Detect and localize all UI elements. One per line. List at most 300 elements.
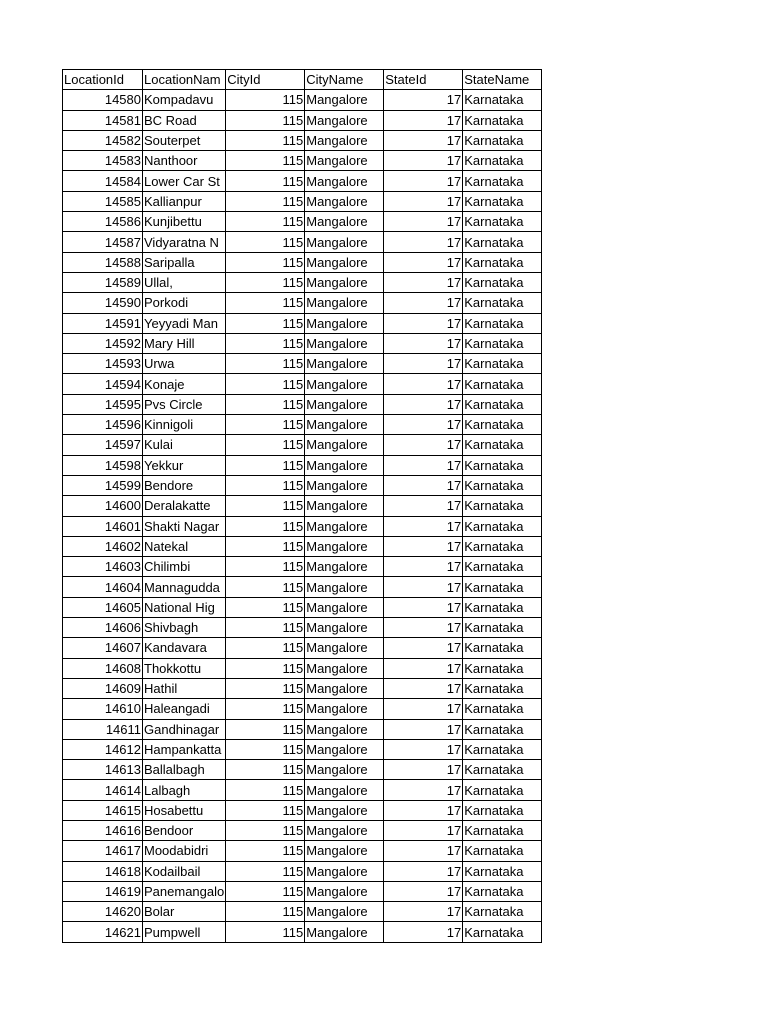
city-id-cell: 115 bbox=[226, 516, 305, 536]
table-row bbox=[63, 130, 542, 150]
state-name-cell: Karnataka bbox=[463, 232, 542, 252]
state-id-cell: 17 bbox=[384, 861, 463, 881]
city-name-cell: Mangalore bbox=[305, 354, 384, 374]
state-id-cell: 17 bbox=[384, 638, 463, 658]
location-id-cell: 14585 bbox=[63, 191, 143, 211]
state-id-cell: 17 bbox=[384, 90, 463, 110]
city-name-cell: Mangalore bbox=[305, 212, 384, 232]
table-row bbox=[63, 455, 542, 475]
city-name-cell: Mangalore bbox=[305, 272, 384, 292]
table-row bbox=[63, 760, 542, 780]
city-id-cell: 115 bbox=[226, 252, 305, 272]
city-name-cell: Mangalore bbox=[305, 110, 384, 130]
city-name-cell: Mangalore bbox=[305, 415, 384, 435]
state-name-cell: Karnataka bbox=[463, 293, 542, 313]
city-id-cell: 115 bbox=[226, 557, 305, 577]
state-name-cell: Karnataka bbox=[463, 800, 542, 820]
location-name-cell: Kandavara bbox=[143, 638, 226, 658]
table-body bbox=[63, 90, 542, 942]
state-name-cell: Karnataka bbox=[463, 841, 542, 861]
location-name-cell: Shivbagh bbox=[143, 618, 226, 638]
state-id-cell: 17 bbox=[384, 902, 463, 922]
location-id-cell: 14606 bbox=[63, 618, 143, 638]
location-id-cell: 14580 bbox=[63, 90, 143, 110]
table-row bbox=[63, 638, 542, 658]
header-city-id: CityId bbox=[226, 70, 305, 90]
location-id-cell: 14582 bbox=[63, 130, 143, 150]
city-name-cell: Mangalore bbox=[305, 922, 384, 942]
city-id-cell: 115 bbox=[226, 90, 305, 110]
table-row bbox=[63, 881, 542, 901]
location-name-cell: Kodailbail bbox=[143, 861, 226, 881]
city-id-cell: 115 bbox=[226, 536, 305, 556]
state-name-cell: Karnataka bbox=[463, 191, 542, 211]
table-row bbox=[63, 841, 542, 861]
city-name-cell: Mangalore bbox=[305, 658, 384, 678]
state-name-cell: Karnataka bbox=[463, 374, 542, 394]
state-id-cell: 17 bbox=[384, 678, 463, 698]
location-name-cell: Konaje bbox=[143, 374, 226, 394]
state-id-cell: 17 bbox=[384, 820, 463, 840]
city-name-cell: Mangalore bbox=[305, 800, 384, 820]
state-name-cell: Karnataka bbox=[463, 618, 542, 638]
location-id-cell: 14581 bbox=[63, 110, 143, 130]
location-id-cell: 14589 bbox=[63, 272, 143, 292]
state-name-cell: Karnataka bbox=[463, 922, 542, 942]
location-name-cell: Saripalla bbox=[143, 252, 226, 272]
location-name-cell: Hampankatta bbox=[143, 739, 226, 759]
table-row bbox=[63, 232, 542, 252]
table-row bbox=[63, 861, 542, 881]
table-row bbox=[63, 922, 542, 942]
city-id-cell: 115 bbox=[226, 699, 305, 719]
table-row bbox=[63, 171, 542, 191]
location-id-cell: 14593 bbox=[63, 354, 143, 374]
table-row bbox=[63, 536, 542, 556]
state-name-cell: Karnataka bbox=[463, 90, 542, 110]
city-name-cell: Mangalore bbox=[305, 516, 384, 536]
table-row bbox=[63, 435, 542, 455]
state-id-cell: 17 bbox=[384, 739, 463, 759]
location-id-cell: 14615 bbox=[63, 800, 143, 820]
city-id-cell: 115 bbox=[226, 435, 305, 455]
city-name-cell: Mangalore bbox=[305, 496, 384, 516]
city-name-cell: Mangalore bbox=[305, 638, 384, 658]
city-id-cell: 115 bbox=[226, 881, 305, 901]
location-id-cell: 14616 bbox=[63, 820, 143, 840]
state-id-cell: 17 bbox=[384, 800, 463, 820]
city-name-cell: Mangalore bbox=[305, 130, 384, 150]
state-name-cell: Karnataka bbox=[463, 333, 542, 353]
table-row bbox=[63, 90, 542, 110]
state-id-cell: 17 bbox=[384, 699, 463, 719]
location-name-cell: Lower Car St bbox=[143, 171, 226, 191]
state-name-cell: Karnataka bbox=[463, 699, 542, 719]
header-row bbox=[63, 70, 542, 90]
city-name-cell: Mangalore bbox=[305, 861, 384, 881]
table-row bbox=[63, 293, 542, 313]
table-row bbox=[63, 496, 542, 516]
state-id-cell: 17 bbox=[384, 191, 463, 211]
city-id-cell: 115 bbox=[226, 394, 305, 414]
location-id-cell: 14596 bbox=[63, 415, 143, 435]
state-id-cell: 17 bbox=[384, 597, 463, 617]
table-row bbox=[63, 902, 542, 922]
state-id-cell: 17 bbox=[384, 455, 463, 475]
state-name-cell: Karnataka bbox=[463, 638, 542, 658]
location-id-cell: 14599 bbox=[63, 475, 143, 495]
table-row bbox=[63, 618, 542, 638]
state-name-cell: Karnataka bbox=[463, 760, 542, 780]
state-id-cell: 17 bbox=[384, 881, 463, 901]
location-id-cell: 14597 bbox=[63, 435, 143, 455]
state-id-cell: 17 bbox=[384, 374, 463, 394]
city-id-cell: 115 bbox=[226, 638, 305, 658]
city-name-cell: Mangalore bbox=[305, 455, 384, 475]
city-id-cell: 115 bbox=[226, 902, 305, 922]
location-name-cell: Chilimbi bbox=[143, 557, 226, 577]
state-name-cell: Karnataka bbox=[463, 536, 542, 556]
city-id-cell: 115 bbox=[226, 212, 305, 232]
state-id-cell: 17 bbox=[384, 435, 463, 455]
location-name-cell: National Hig bbox=[143, 597, 226, 617]
table-row bbox=[63, 699, 542, 719]
city-name-cell: Mangalore bbox=[305, 902, 384, 922]
state-id-cell: 17 bbox=[384, 110, 463, 130]
city-name-cell: Mangalore bbox=[305, 760, 384, 780]
city-name-cell: Mangalore bbox=[305, 597, 384, 617]
state-id-cell: 17 bbox=[384, 841, 463, 861]
state-name-cell: Karnataka bbox=[463, 557, 542, 577]
location-id-cell: 14586 bbox=[63, 212, 143, 232]
location-id-cell: 14595 bbox=[63, 394, 143, 414]
state-id-cell: 17 bbox=[384, 536, 463, 556]
location-name-cell: Hosabettu bbox=[143, 800, 226, 820]
city-id-cell: 115 bbox=[226, 333, 305, 353]
state-name-cell: Karnataka bbox=[463, 415, 542, 435]
state-id-cell: 17 bbox=[384, 719, 463, 739]
state-id-cell: 17 bbox=[384, 516, 463, 536]
state-name-cell: Karnataka bbox=[463, 597, 542, 617]
city-id-cell: 115 bbox=[226, 374, 305, 394]
city-id-cell: 115 bbox=[226, 760, 305, 780]
table-row bbox=[63, 780, 542, 800]
table-row bbox=[63, 191, 542, 211]
location-id-cell: 14614 bbox=[63, 780, 143, 800]
table-row bbox=[63, 516, 542, 536]
state-name-cell: Karnataka bbox=[463, 394, 542, 414]
state-name-cell: Karnataka bbox=[463, 455, 542, 475]
header-location-id: LocationId bbox=[63, 70, 143, 90]
location-id-cell: 14613 bbox=[63, 760, 143, 780]
state-name-cell: Karnataka bbox=[463, 658, 542, 678]
city-id-cell: 115 bbox=[226, 415, 305, 435]
city-name-cell: Mangalore bbox=[305, 475, 384, 495]
state-id-cell: 17 bbox=[384, 354, 463, 374]
location-id-cell: 14594 bbox=[63, 374, 143, 394]
location-name-cell: Shakti Nagar bbox=[143, 516, 226, 536]
state-name-cell: Karnataka bbox=[463, 212, 542, 232]
state-id-cell: 17 bbox=[384, 475, 463, 495]
city-id-cell: 115 bbox=[226, 151, 305, 171]
city-id-cell: 115 bbox=[226, 820, 305, 840]
location-id-cell: 14621 bbox=[63, 922, 143, 942]
location-id-cell: 14611 bbox=[63, 719, 143, 739]
state-name-cell: Karnataka bbox=[463, 861, 542, 881]
city-id-cell: 115 bbox=[226, 780, 305, 800]
city-name-cell: Mangalore bbox=[305, 151, 384, 171]
location-name-cell: Kinnigoli bbox=[143, 415, 226, 435]
location-id-cell: 14604 bbox=[63, 577, 143, 597]
header-location-name: LocationNam bbox=[143, 70, 226, 90]
city-id-cell: 115 bbox=[226, 191, 305, 211]
location-name-cell: Kulai bbox=[143, 435, 226, 455]
data-table bbox=[62, 69, 542, 943]
state-id-cell: 17 bbox=[384, 394, 463, 414]
city-id-cell: 115 bbox=[226, 455, 305, 475]
table-row bbox=[63, 354, 542, 374]
location-id-cell: 14607 bbox=[63, 638, 143, 658]
location-id-cell: 14610 bbox=[63, 699, 143, 719]
city-name-cell: Mangalore bbox=[305, 678, 384, 698]
state-name-cell: Karnataka bbox=[463, 577, 542, 597]
city-id-cell: 115 bbox=[226, 577, 305, 597]
state-id-cell: 17 bbox=[384, 252, 463, 272]
location-id-cell: 14601 bbox=[63, 516, 143, 536]
city-name-cell: Mangalore bbox=[305, 293, 384, 313]
location-name-cell: Pvs Circle bbox=[143, 394, 226, 414]
table-row bbox=[63, 394, 542, 414]
city-id-cell: 115 bbox=[226, 354, 305, 374]
city-name-cell: Mangalore bbox=[305, 171, 384, 191]
state-id-cell: 17 bbox=[384, 618, 463, 638]
state-id-cell: 17 bbox=[384, 780, 463, 800]
state-name-cell: Karnataka bbox=[463, 739, 542, 759]
state-name-cell: Karnataka bbox=[463, 780, 542, 800]
state-name-cell: Karnataka bbox=[463, 354, 542, 374]
city-name-cell: Mangalore bbox=[305, 232, 384, 252]
state-name-cell: Karnataka bbox=[463, 902, 542, 922]
state-name-cell: Karnataka bbox=[463, 313, 542, 333]
location-name-cell: Yeyyadi Man bbox=[143, 313, 226, 333]
table-row bbox=[63, 212, 542, 232]
state-name-cell: Karnataka bbox=[463, 881, 542, 901]
location-name-cell: Mannagudda bbox=[143, 577, 226, 597]
state-id-cell: 17 bbox=[384, 171, 463, 191]
location-name-cell: Vidyaratna N bbox=[143, 232, 226, 252]
table-row bbox=[63, 333, 542, 353]
city-id-cell: 115 bbox=[226, 841, 305, 861]
state-name-cell: Karnataka bbox=[463, 252, 542, 272]
state-id-cell: 17 bbox=[384, 293, 463, 313]
city-name-cell: Mangalore bbox=[305, 820, 384, 840]
header-state-name: StateName bbox=[463, 70, 542, 90]
table-row bbox=[63, 739, 542, 759]
table-row bbox=[63, 475, 542, 495]
location-id-cell: 14608 bbox=[63, 658, 143, 678]
location-name-cell: Porkodi bbox=[143, 293, 226, 313]
city-name-cell: Mangalore bbox=[305, 577, 384, 597]
state-id-cell: 17 bbox=[384, 922, 463, 942]
location-name-cell: Bolar bbox=[143, 902, 226, 922]
table-row bbox=[63, 313, 542, 333]
city-id-cell: 115 bbox=[226, 861, 305, 881]
location-name-cell: Ballalbagh bbox=[143, 760, 226, 780]
location-id-cell: 14598 bbox=[63, 455, 143, 475]
state-name-cell: Karnataka bbox=[463, 435, 542, 455]
location-name-cell: Bendoor bbox=[143, 820, 226, 840]
city-name-cell: Mangalore bbox=[305, 841, 384, 861]
city-id-cell: 115 bbox=[226, 496, 305, 516]
location-id-cell: 14590 bbox=[63, 293, 143, 313]
city-id-cell: 115 bbox=[226, 739, 305, 759]
state-id-cell: 17 bbox=[384, 232, 463, 252]
city-id-cell: 115 bbox=[226, 719, 305, 739]
city-id-cell: 115 bbox=[226, 678, 305, 698]
table-row bbox=[63, 719, 542, 739]
table-row bbox=[63, 374, 542, 394]
location-name-cell: Yekkur bbox=[143, 455, 226, 475]
location-name-cell: Deralakatte bbox=[143, 496, 226, 516]
location-name-cell: Thokkottu bbox=[143, 658, 226, 678]
city-id-cell: 115 bbox=[226, 293, 305, 313]
city-name-cell: Mangalore bbox=[305, 191, 384, 211]
table-row bbox=[63, 557, 542, 577]
state-id-cell: 17 bbox=[384, 212, 463, 232]
city-name-cell: Mangalore bbox=[305, 435, 384, 455]
city-id-cell: 115 bbox=[226, 618, 305, 638]
location-id-cell: 14609 bbox=[63, 678, 143, 698]
city-id-cell: 115 bbox=[226, 232, 305, 252]
state-id-cell: 17 bbox=[384, 313, 463, 333]
city-name-cell: Mangalore bbox=[305, 881, 384, 901]
location-name-cell: Kallianpur bbox=[143, 191, 226, 211]
city-name-cell: Mangalore bbox=[305, 618, 384, 638]
state-name-cell: Karnataka bbox=[463, 496, 542, 516]
table-row bbox=[63, 151, 542, 171]
table-row bbox=[63, 658, 542, 678]
state-name-cell: Karnataka bbox=[463, 678, 542, 698]
state-id-cell: 17 bbox=[384, 760, 463, 780]
state-id-cell: 17 bbox=[384, 577, 463, 597]
location-id-cell: 14618 bbox=[63, 861, 143, 881]
state-id-cell: 17 bbox=[384, 557, 463, 577]
city-id-cell: 115 bbox=[226, 272, 305, 292]
table-row bbox=[63, 252, 542, 272]
location-id-cell: 14603 bbox=[63, 557, 143, 577]
table-row bbox=[63, 577, 542, 597]
header-city-name: CityName bbox=[305, 70, 384, 90]
city-id-cell: 115 bbox=[226, 313, 305, 333]
city-id-cell: 115 bbox=[226, 800, 305, 820]
location-name-cell: Ullal, bbox=[143, 272, 226, 292]
table-header bbox=[63, 70, 542, 90]
state-name-cell: Karnataka bbox=[463, 110, 542, 130]
state-id-cell: 17 bbox=[384, 415, 463, 435]
city-id-cell: 115 bbox=[226, 110, 305, 130]
city-name-cell: Mangalore bbox=[305, 536, 384, 556]
state-id-cell: 17 bbox=[384, 333, 463, 353]
table-row bbox=[63, 272, 542, 292]
location-name-cell: Souterpet bbox=[143, 130, 226, 150]
city-name-cell: Mangalore bbox=[305, 780, 384, 800]
city-name-cell: Mangalore bbox=[305, 313, 384, 333]
state-name-cell: Karnataka bbox=[463, 272, 542, 292]
location-id-cell: 14583 bbox=[63, 151, 143, 171]
city-id-cell: 115 bbox=[226, 658, 305, 678]
location-id-cell: 14620 bbox=[63, 902, 143, 922]
location-name-cell: Hathil bbox=[143, 678, 226, 698]
location-id-cell: 14600 bbox=[63, 496, 143, 516]
state-name-cell: Karnataka bbox=[463, 151, 542, 171]
city-id-cell: 115 bbox=[226, 922, 305, 942]
location-name-cell: Moodabidri bbox=[143, 841, 226, 861]
city-name-cell: Mangalore bbox=[305, 90, 384, 110]
table-row bbox=[63, 597, 542, 617]
location-name-cell: Panemangalo bbox=[143, 881, 226, 901]
city-name-cell: Mangalore bbox=[305, 557, 384, 577]
location-name-cell: Pumpwell bbox=[143, 922, 226, 942]
header-state-id: StateId bbox=[384, 70, 463, 90]
location-id-cell: 14592 bbox=[63, 333, 143, 353]
location-id-cell: 14602 bbox=[63, 536, 143, 556]
location-name-cell: Natekal bbox=[143, 536, 226, 556]
table-row bbox=[63, 110, 542, 130]
city-name-cell: Mangalore bbox=[305, 699, 384, 719]
state-name-cell: Karnataka bbox=[463, 516, 542, 536]
location-name-cell: Kompadavu bbox=[143, 90, 226, 110]
location-id-cell: 14588 bbox=[63, 252, 143, 272]
city-name-cell: Mangalore bbox=[305, 739, 384, 759]
location-id-cell: 14617 bbox=[63, 841, 143, 861]
city-id-cell: 115 bbox=[226, 475, 305, 495]
location-id-cell: 14612 bbox=[63, 739, 143, 759]
city-name-cell: Mangalore bbox=[305, 394, 384, 414]
city-id-cell: 115 bbox=[226, 597, 305, 617]
city-name-cell: Mangalore bbox=[305, 333, 384, 353]
location-name-cell: Mary Hill bbox=[143, 333, 226, 353]
location-name-cell: Bendore bbox=[143, 475, 226, 495]
city-name-cell: Mangalore bbox=[305, 719, 384, 739]
state-name-cell: Karnataka bbox=[463, 171, 542, 191]
state-name-cell: Karnataka bbox=[463, 130, 542, 150]
city-id-cell: 115 bbox=[226, 171, 305, 191]
state-id-cell: 17 bbox=[384, 658, 463, 678]
location-name-cell: Kunjibettu bbox=[143, 212, 226, 232]
table-row bbox=[63, 678, 542, 698]
state-name-cell: Karnataka bbox=[463, 719, 542, 739]
state-id-cell: 17 bbox=[384, 151, 463, 171]
location-name-cell: Nanthoor bbox=[143, 151, 226, 171]
state-id-cell: 17 bbox=[384, 496, 463, 516]
table-row bbox=[63, 820, 542, 840]
location-id-cell: 14619 bbox=[63, 881, 143, 901]
location-name-cell: Urwa bbox=[143, 354, 226, 374]
city-id-cell: 115 bbox=[226, 130, 305, 150]
table-row bbox=[63, 800, 542, 820]
location-id-cell: 14584 bbox=[63, 171, 143, 191]
state-id-cell: 17 bbox=[384, 272, 463, 292]
location-id-cell: 14587 bbox=[63, 232, 143, 252]
state-name-cell: Karnataka bbox=[463, 820, 542, 840]
table-row bbox=[63, 415, 542, 435]
location-id-cell: 14591 bbox=[63, 313, 143, 333]
location-name-cell: Gandhinagar bbox=[143, 719, 226, 739]
location-name-cell: Haleangadi bbox=[143, 699, 226, 719]
location-name-cell: BC Road bbox=[143, 110, 226, 130]
state-name-cell: Karnataka bbox=[463, 475, 542, 495]
city-name-cell: Mangalore bbox=[305, 374, 384, 394]
